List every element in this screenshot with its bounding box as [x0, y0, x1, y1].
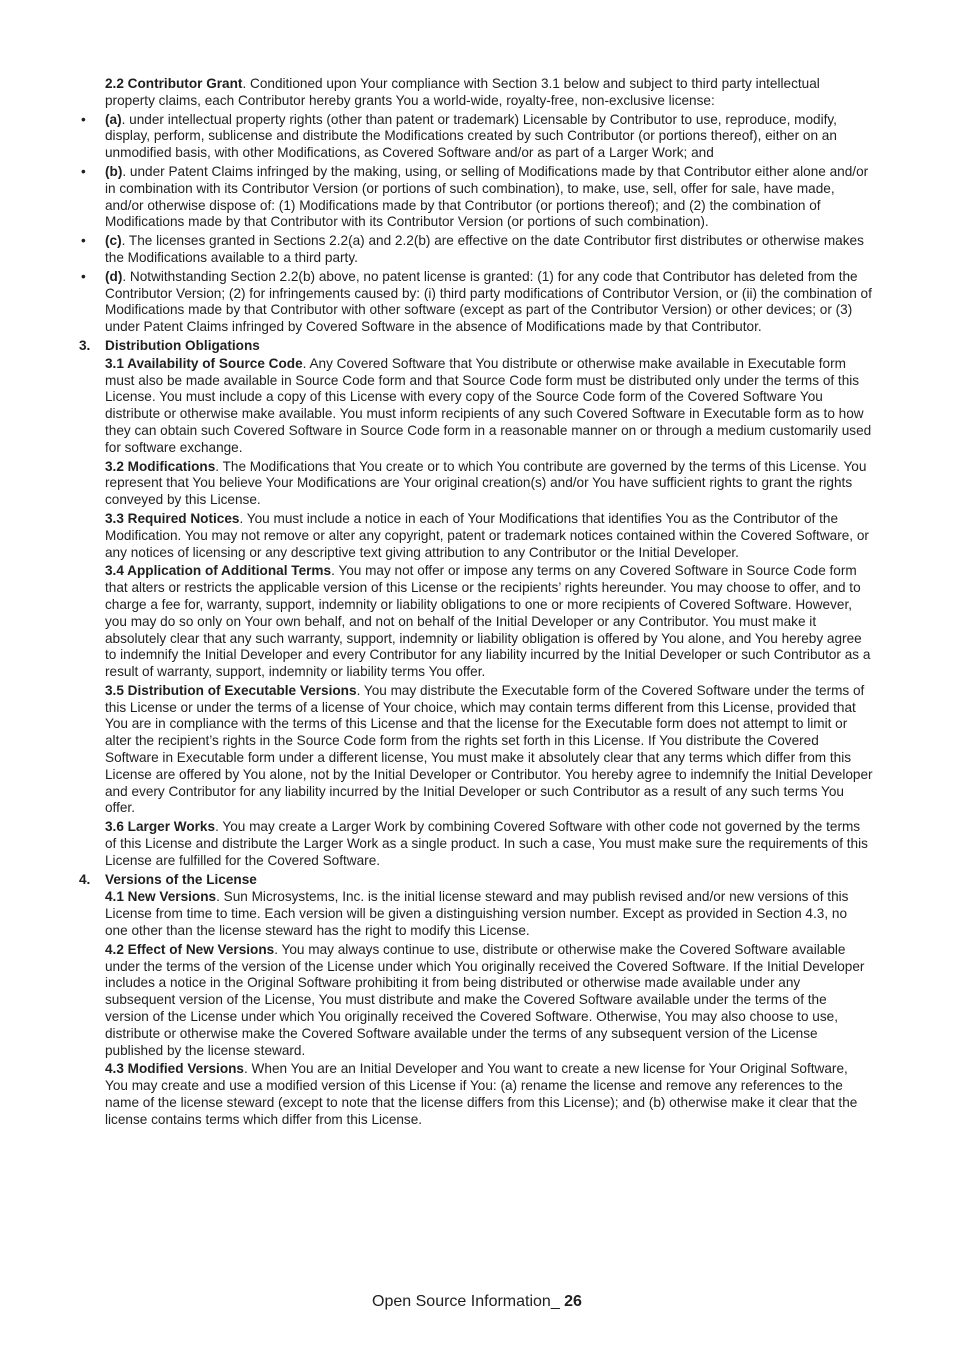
paragraph-4-3 — [105, 1061, 873, 1128]
item-label: (a) — [105, 111, 122, 127]
paragraph-text: . Sun Microsystems, Inc. is the initial license steward and may publish revised and/or new versions of this License from time to time. Each version will be given a distinguishing version number. Except as provided in Section 4.3, no one other than the license steward has the right to modify this License. — [105, 889, 849, 939]
item-label: (d) — [105, 268, 123, 284]
list-item — [79, 233, 873, 267]
item-text: . The licenses granted in Sections 2.2(a) and 2.2(b) are effective on the date Contributor first distributes or otherwise makes the Modifications available to a third party. — [105, 233, 864, 265]
footer-label: Open Source Information_ — [372, 1293, 565, 1310]
paragraph-heading: 3.1 Availability of Source Code — [105, 355, 303, 371]
bullet-icon: • — [81, 163, 86, 179]
paragraph-4-2 — [105, 942, 873, 1060]
paragraph-text: . You may not offer or impose any terms on any Covered Software in Source Code form that alters or restricts the applicable version of this License or the recipients’ rights hereunder. You may choose to offer, and to charge a fee for, warranty, support, indemnity or liability obligations to one or more recipients of Covered Software. However, you may do so only on Your own behalf, and not on behalf of the Initial Developer or any Contributor. You must make it absolutely clear that any such warranty, support, indemnity or liability obligation is offered by You alone, and You hereby agree to indemnify the Initial Developer and every Contributor for any liability incurred by the Initial Developer or such Contributor as a result of warranty, support, indemnity or liability terms You offer. — [105, 563, 871, 680]
section-4-body — [105, 889, 873, 1128]
paragraph-3-5 — [105, 683, 873, 817]
bullet-icon: • — [81, 268, 86, 284]
section-heading-3 — [0, 338, 954, 355]
item-text: . under Patent Claims infringed by the making, using, or selling of Modifications made by that Contributor either alone and/or in combination with its Contributor Version (or portions of such combination), to make, use, sell, offer for sale, have made, and/or otherwise dispose of: (1) Modifications made by that Contributor (or portions thereof); and (2) the combination of Modifications made by that Contributor with its Contributor Version (or portions of such combination). — [105, 163, 869, 230]
paragraph-text: . Any Covered Software that You distribute or otherwise make available in Executable form must also be made available in Source Code form and that Source Code form must be distributed only under the terms of this License. You must include a copy of this License with every copy of the Source Code form of the Covered Software You distribute or otherwise make available. You must inform recipients of any such Covered Software in Executable form as to how they can obtain such Covered Software in Source Code form in a reasonable manner on or through a medium customarily used for software exchange. — [105, 355, 872, 455]
paragraph-text: . When You are an Initial Developer and You want to create a new license for Your Original Software, You may create and use a modified version of this License if You: (a) rename the license and remove any references to the name of the license steward (except to note that the license differs from this License); and (b) otherwise make it clear that the license contains terms which differ from this License. — [105, 1061, 858, 1127]
item-label: (c) — [105, 233, 122, 249]
paragraph-heading: 3.6 Larger Works — [105, 819, 216, 835]
section-title: Versions of the License — [105, 871, 257, 887]
list-item — [79, 164, 873, 231]
paragraph-3-4 — [105, 563, 873, 681]
section-heading-4 — [0, 872, 954, 889]
paragraph-heading: 3.4 Application of Additional Terms — [105, 563, 332, 579]
bullet-icon: • — [81, 233, 86, 249]
paragraph-3-2 — [105, 459, 873, 509]
page-number: 26 — [564, 1293, 582, 1310]
item-label: (b) — [105, 163, 123, 179]
list-item — [79, 112, 873, 162]
paragraph-2-2 — [105, 76, 873, 110]
section-3-body — [105, 356, 873, 870]
paragraph-text: . The Modifications that You create or to which You contribute are governed by the terms of this License. You represent that You believe Your Modifications are Your original creation(s) and/or You have sufficient rights to grant the rights conveyed by this License. — [105, 458, 867, 508]
paragraph-text: . You may create a Larger Work by combining Covered Software with other code not governed by the terms of this License and distribute the Larger Work as a single product. In such a case, You must make sure the requirements of this License are fulfilled for the Covered Software. — [105, 819, 868, 868]
section-number: 3. — [79, 337, 91, 353]
paragraph-heading: 2.2 Contributor Grant — [105, 76, 243, 91]
paragraph-text: . You may always continue to use, distribute or otherwise make the Covered Software available under the terms of the version of the License under which You originally received the Covered Software. If the Initial Developer includes a notice in the Original Software prohibiting it from being distributed or otherwise made available under any subsequent version of the License, You must distribute and make the Covered Software available under the terms of the version of the License under which You originally received the Covered Software. Otherwise, You may also choose to use, distribute or otherwise make the Covered Software available under the terms of any subsequent version of the License published by the license steward. — [105, 941, 865, 1058]
paragraph-heading: 4.1 New Versions — [105, 889, 217, 905]
list-item — [79, 269, 873, 336]
bullet-icon: • — [81, 111, 86, 127]
section-2-2 — [105, 76, 873, 110]
paragraph-heading: 4.2 Effect of New Versions — [105, 941, 275, 957]
page-footer — [0, 1292, 954, 1312]
bullet-list — [79, 112, 873, 336]
bullet-list-wrapper — [81, 111, 873, 336]
paragraph-text: . Conditioned upon Your compliance with Section 3.1 below and subject to third party intellectual property claims, each Contributor hereby grants You a world-wide, royalty-free, non-exclusive license: — [105, 76, 820, 108]
paragraph-heading: 3.3 Required Notices — [105, 510, 240, 526]
paragraph-3-6 — [105, 819, 873, 869]
paragraph-heading: 3.5 Distribution of Executable Versions — [105, 682, 357, 698]
paragraph-text: . You must include a notice in each of Your Modifications that identifies You as the Contributor of the Modification. You may not remove or alter any copyright, patent or trademark notices contained within the Covered Software, or any notices of licensing or any descriptive text giving attribution to any Contributor or the Initial Developer. — [105, 510, 869, 560]
section-number: 4. — [79, 871, 91, 887]
paragraph-heading: 4.3 Modified Versions — [105, 1061, 244, 1077]
paragraph-4-1 — [105, 889, 873, 939]
item-text: . under intellectual property rights (other than patent or trademark) Licensable by Contributor to use, reproduce, modify, display, perform, sublicense and distribute the Modifications created by such Contributor (or portions thereof), either on an unmodified basis, with other Modifications, as Covered Software and/or as part of a Larger Work; and — [105, 111, 837, 161]
paragraph-3-1 — [105, 356, 873, 457]
paragraph-heading: 3.2 Modifications — [105, 458, 216, 474]
section-title: Distribution Obligations — [105, 337, 260, 353]
paragraph-text: . You may distribute the Executable form of the Covered Software under the terms of this License or under the terms of a license of Your choice, which may contain terms different from this License, provided that You are in compliance with the terms of this License and that the license for the Executable form does not attempt to limit or alter the recipient’s rights in the Source Code form from the rights set forth in this License. If You distribute the Covered Software in Executable form under a different license, You must make it absolutely clear that any terms which differ from this License are offered by You alone, not by the Initial Developer or Contributor. You hereby agree to indemnify the Initial Developer and every Contributor for any liability incurred by the Initial Developer or such Contributor as a result of any such terms You offer. — [105, 682, 873, 816]
item-text: . Notwithstanding Section 2.2(b) above, no patent license is granted: (1) for any code that Contributor has deleted from the Contributor Version; (2) for infringements caused by: (i) third party modifications of Contributor Version, or (ii) the combination of Modifications made by that Contributor with other software (except as part of the Contributor Version) or other devices; or (3) under Patent Claims infringed by Covered Software in the absence of Modifications made by that Contributor. — [105, 268, 872, 335]
document-page — [0, 76, 954, 1131]
paragraph-3-3 — [105, 511, 873, 561]
